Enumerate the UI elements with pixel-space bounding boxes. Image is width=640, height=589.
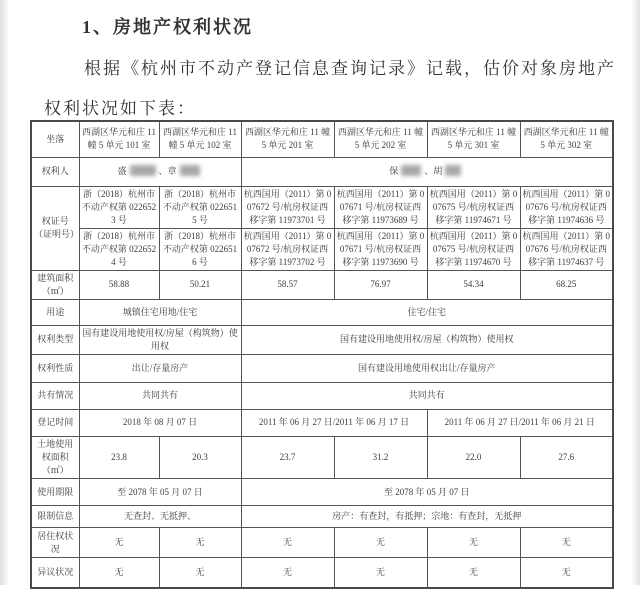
row-label-use-term: 使用期限 xyxy=(31,479,79,506)
cell-restrict-right: 房产：有查封，有抵押；宗地：有查封，无抵押 xyxy=(241,506,613,528)
row-right-nature xyxy=(31,354,613,382)
cell-right-type-right: 国有建设用地使用权/房屋（构筑物）使用权 xyxy=(241,325,613,354)
cell-land-201: 23.7 xyxy=(241,436,334,478)
intro-paragraph-line2: 权利状况如下表： xyxy=(44,99,196,118)
section-heading: 1、房地产权利状况 xyxy=(82,17,253,37)
cell-location-201: 西湖区华元和庄 11 幢 5 单元 201 室 xyxy=(241,121,334,157)
cell-residence-101: 无 xyxy=(79,528,159,558)
redacted-name-blur xyxy=(130,165,156,176)
cell-reg-date-left: 2018 年 08 月 07 日 xyxy=(79,409,241,436)
row-label-objection: 异议状况 xyxy=(31,558,79,588)
cell-cert-b-101: 浙（2018）杭州市不动产权第 0226524 号 xyxy=(79,228,159,270)
row-residence-right xyxy=(31,528,613,558)
cell-land-101: 23.8 xyxy=(79,436,159,478)
row-label-registration-date: 登记时间 xyxy=(31,409,79,436)
cell-residence-201: 无 xyxy=(241,528,334,558)
row-owner xyxy=(31,157,613,186)
row-use-term xyxy=(31,479,613,506)
row-label-land-area: 土地使用权面积（㎡） xyxy=(31,436,79,478)
cell-cert-a-102: 浙（2018）杭州市不动产权第 0226515 号 xyxy=(159,186,241,228)
cell-share-left: 共同共有 xyxy=(79,382,241,409)
cell-nature-left: 出让/存量房产 xyxy=(79,354,241,382)
cell-cert-a-101: 浙（2018）杭州市不动产权第 0226523 号 xyxy=(79,186,159,228)
cell-area-201: 58.57 xyxy=(241,270,334,299)
cell-nature-right: 国有建设用地使用权出让/存量房产 xyxy=(241,354,613,382)
cell-right-type-left: 国有建设用地使用权/房屋（构筑物）使用权 xyxy=(79,325,241,354)
cell-area-102: 50.21 xyxy=(159,270,241,299)
row-building-area xyxy=(31,270,613,299)
cell-objection-302: 无 xyxy=(520,558,613,588)
cell-residence-202: 无 xyxy=(334,528,427,558)
row-label-use: 用途 xyxy=(31,299,79,325)
row-co-ownership xyxy=(31,382,613,409)
owner-name-part: 保 xyxy=(389,165,399,176)
property-rights-table xyxy=(30,120,614,589)
cell-cert-a-301: 杭西国用（2011）第 007675 号/杭房权证西移字第 11974671 号 xyxy=(427,186,520,228)
cell-location-302: 西湖区华元和庄 11 幢 5 单元 302 室 xyxy=(520,121,613,157)
cell-location-102: 西湖区华元和庄 11 幢 5 单元 102 室 xyxy=(159,121,241,157)
cell-reg-date-mid: 2011 年 06 月 27 日/2011 年 06 月 17 日 xyxy=(241,409,427,436)
cell-owner-right xyxy=(241,157,613,186)
cell-land-301: 22.0 xyxy=(427,436,520,478)
cell-area-101: 58.88 xyxy=(79,270,159,299)
row-label-right-nature: 权利性质 xyxy=(31,354,79,382)
cell-objection-101: 无 xyxy=(79,558,159,588)
cell-location-202: 西湖区华元和庄 11 幢 5 单元 202 室 xyxy=(334,121,427,157)
row-location xyxy=(31,121,613,157)
cell-term-left: 至 2078 年 05 月 07 日 xyxy=(79,479,241,506)
owner-name-part: 盛 xyxy=(117,165,127,176)
cell-residence-301: 无 xyxy=(427,528,520,558)
row-label-location: 坐落 xyxy=(31,121,79,157)
cell-cert-a-302: 杭西国用（2011）第 007676 号/杭房权证西移字第 11974636 号 xyxy=(520,186,613,228)
cell-land-102: 20.3 xyxy=(159,436,241,478)
cell-cert-b-302: 杭西国用（2011）第 007676 号/杭房权证西移字第 11974637 号 xyxy=(520,228,613,270)
scan-edge-shadow-right xyxy=(631,0,640,585)
owner-name-part: 、胡 xyxy=(424,165,443,176)
intro-paragraph-line1: 根据《杭州市不动产登记信息查询记录》记载，估价对象房地产 xyxy=(84,59,616,78)
cell-cert-a-201: 杭西国用（2011）第 007672 号/杭房权证西移字第 11973701 号 xyxy=(241,186,334,228)
cell-location-301: 西湖区华元和庄 11 幢 5 单元 301 室 xyxy=(427,121,520,157)
cell-cert-b-301: 杭西国用（2011）第 007675 号/杭房权证西移字第 11974670 号 xyxy=(427,228,520,270)
cell-reg-date-right: 2011 年 06 月 27 日/2011 年 06 月 21 日 xyxy=(427,409,613,436)
row-right-type xyxy=(31,325,613,354)
cell-location-101: 西湖区华元和庄 11 幢 5 单元 101 室 xyxy=(79,121,159,157)
cell-use-right: 住宅/住宅 xyxy=(241,299,613,325)
owner-name-part: 、章 xyxy=(158,165,177,176)
cell-owner-left xyxy=(79,157,241,186)
cell-share-right: 共同共有 xyxy=(241,382,613,409)
cell-objection-301: 无 xyxy=(427,558,520,588)
cell-residence-302: 无 xyxy=(520,528,613,558)
row-objection xyxy=(31,558,613,588)
redacted-name-blur xyxy=(445,165,461,176)
row-registration-date xyxy=(31,409,613,436)
redacted-name-blur xyxy=(401,165,421,176)
cell-cert-a-202: 杭西国用（2011）第 007671 号/杭房权证西移字第 11973689 号 xyxy=(334,186,427,228)
cell-area-202: 76.97 xyxy=(334,270,427,299)
cell-objection-202: 无 xyxy=(334,558,427,588)
cell-objection-201: 无 xyxy=(241,558,334,588)
row-label-certificate: 权证号（证明号） xyxy=(31,186,79,270)
row-label-right-type: 权利类型 xyxy=(31,325,79,354)
row-certificate-b xyxy=(31,228,613,270)
redacted-name-blur xyxy=(180,165,200,176)
cell-restrict-left: 无查封、无抵押、 xyxy=(79,506,241,528)
row-label-co-ownership: 共有情况 xyxy=(31,382,79,409)
cell-area-301: 54.34 xyxy=(427,270,520,299)
cell-land-202: 31.2 xyxy=(334,436,427,478)
row-restriction-info xyxy=(31,506,613,528)
cell-cert-b-201: 杭西国用（2011）第 007672 号/杭房权证西移字第 11973702 号 xyxy=(241,228,334,270)
row-label-building-area: 建筑面积（㎡） xyxy=(31,270,79,299)
cell-objection-102: 无 xyxy=(159,558,241,588)
cell-use-left: 城镇住宅用地/住宅 xyxy=(79,299,241,325)
cell-term-right: 至 2078 年 05 月 07 日 xyxy=(241,479,613,506)
row-use xyxy=(31,299,613,325)
cell-cert-b-202: 杭西国用（2011）第 007671 号/杭房权证西移字第 11973690 号 xyxy=(334,228,427,270)
row-label-owner: 权利人 xyxy=(31,157,79,186)
row-certificate-a xyxy=(31,186,613,228)
cell-area-302: 68.25 xyxy=(520,270,613,299)
cell-land-302: 27.6 xyxy=(520,436,613,478)
cell-residence-102: 无 xyxy=(159,528,241,558)
row-label-residence-right: 居住权状况 xyxy=(31,528,79,558)
scan-edge-shadow-left xyxy=(0,0,9,585)
row-land-area xyxy=(31,436,613,478)
row-label-restriction: 限制信息 xyxy=(31,506,79,528)
cell-cert-b-102: 浙（2018）杭州市不动产权第 0226516 号 xyxy=(159,228,241,270)
